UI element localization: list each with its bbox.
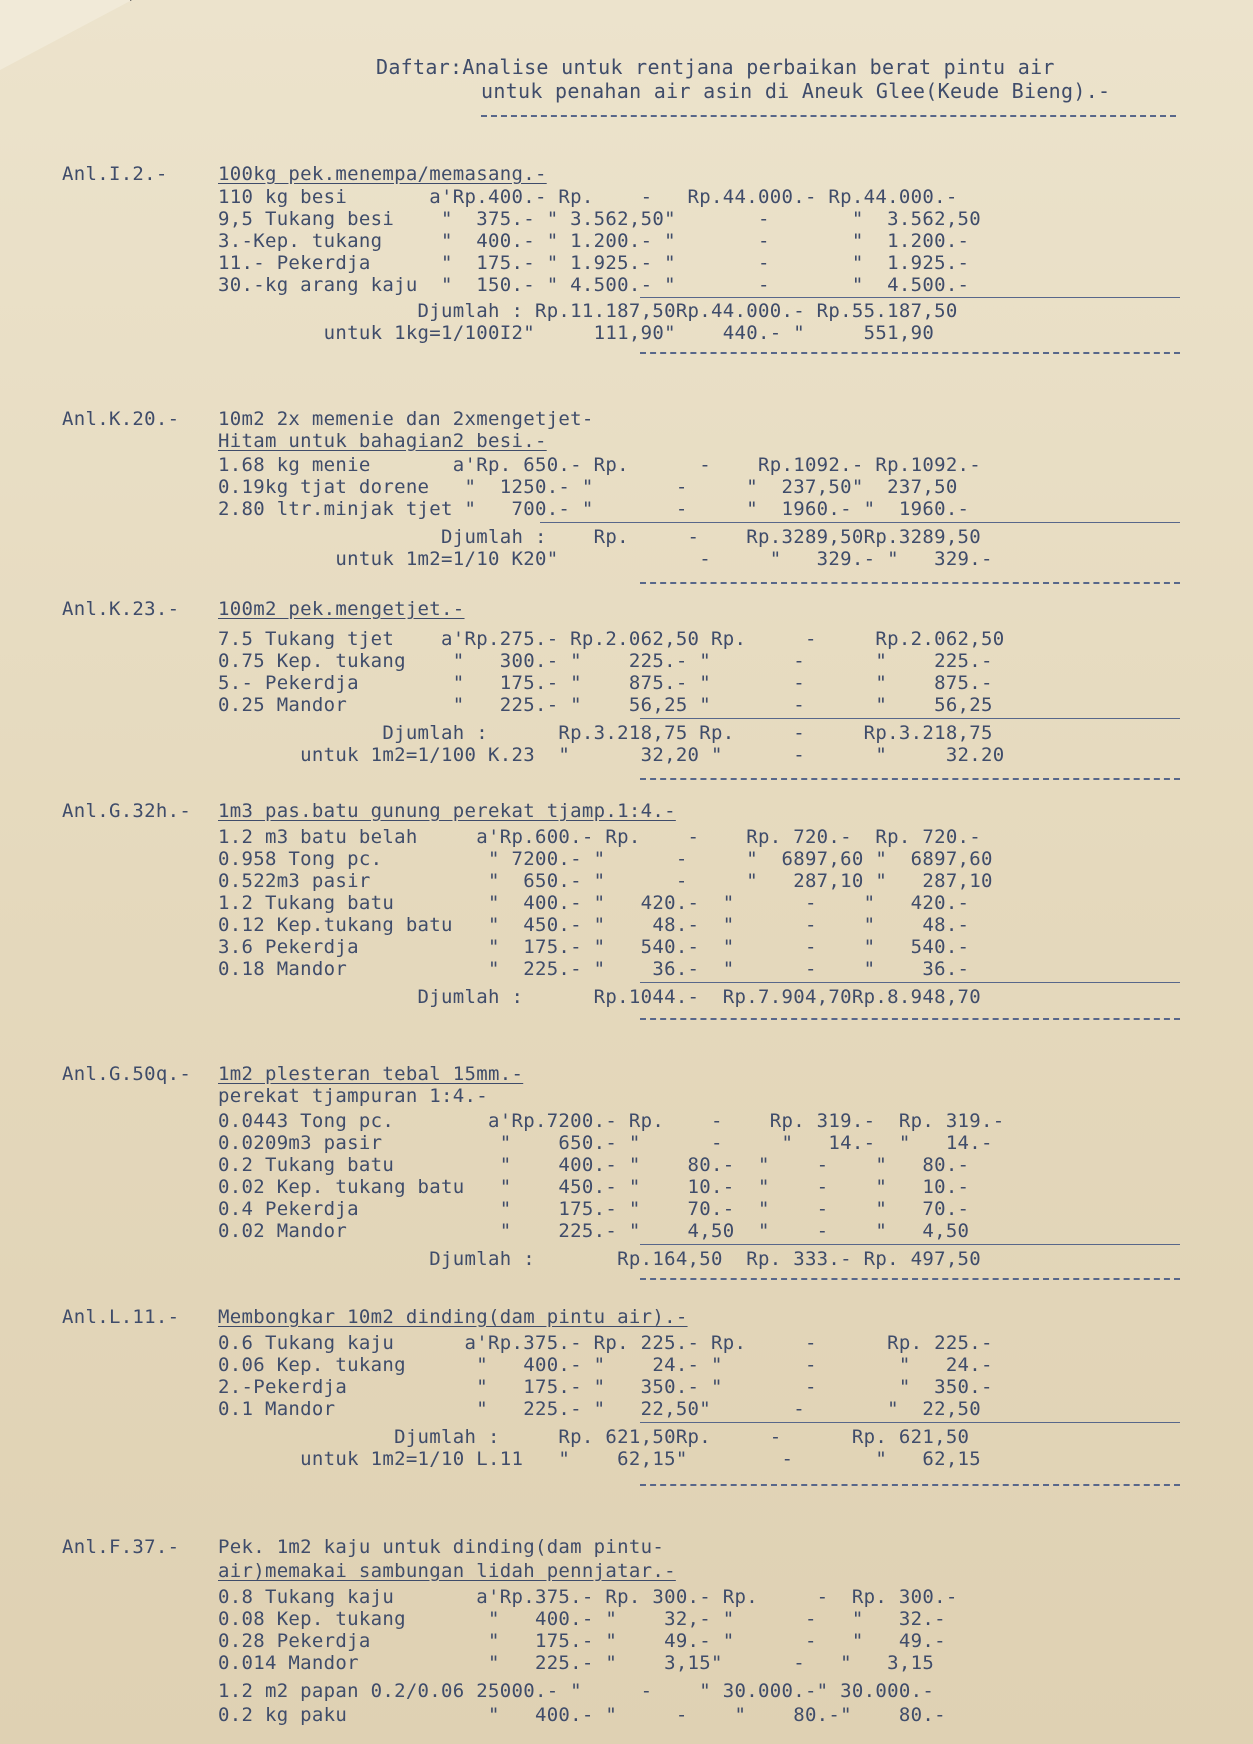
subtotal-rule	[640, 1244, 1180, 1245]
analysis-row: 0.28 Pekerdja " 175.- " 49.- " - " 49.-	[218, 1630, 946, 1652]
analysis-row: 7.5 Tukang tjet a'Rp.275.- Rp.2.062,50 Rp. - Rp.2.062,50	[218, 628, 1005, 650]
analysis-title: perekat tjampuran 1:4.-	[218, 1085, 488, 1107]
analysis-total: Djumlah : Rp.1044.- Rp.7.904,70Rp.8.948,70	[218, 986, 982, 1008]
analysis-total: untuk 1m2=1/100 K.23 " 32,20 " - " 32.20	[218, 744, 1005, 766]
analysis-code: Anl.L.11.-	[62, 1306, 180, 1328]
analysis-row: 0.06 Kep. tukang " 400.- " 24.- " - " 24.-	[218, 1354, 993, 1376]
subtotal-rule	[640, 1422, 1180, 1423]
analysis-row: 0.1 Mandor " 225.- " 22,50" - " 22,50	[218, 1398, 982, 1420]
analysis-title: 1m3 pas.batu gunung perekat tjamp.1:4.-	[218, 800, 676, 822]
analysis-row: 1.2 m2 papan 0.2/0.06 25000.- " - " 30.000.-" 30.000.-	[218, 1680, 935, 1702]
analysis-row: 5.- Pekerdja " 175.- " 875.- " - " 875.-	[218, 672, 993, 694]
document-title-line-2: untuk penahan air asin di Aneuk Glee(Keude Bieng).-	[481, 79, 1111, 103]
analysis-row: 0.014 Mandor " 225.- " 3,15" - " 3,15	[218, 1652, 935, 1674]
analysis-row: 30.-kg arang kaju " 150.- " 4.500.- " - " 4.500.-	[218, 274, 970, 296]
analysis-row: 1.2 m3 batu belah a'Rp.600.- Rp. - Rp. 720.- Rp. 720.-	[218, 826, 982, 848]
analysis-row: 0.12 Kep.tukang batu " 450.- " 48.- " - " 48.-	[218, 914, 970, 936]
subtotal-rule	[640, 718, 1180, 719]
analysis-total: Djumlah : Rp.11.187,50Rp.44.000.- Rp.55.187,50	[218, 300, 958, 322]
analysis-row: 3.6 Pekerdja " 175.- " 540.- " - " 540.-	[218, 936, 970, 958]
section-divider	[640, 1484, 1180, 1486]
analysis-title: air)memakai sambungan lidah pennjatar.-	[218, 1560, 676, 1582]
subtotal-rule	[640, 982, 1180, 983]
analysis-total: Djumlah : Rp. - Rp.3289,50Rp.3289,50	[218, 526, 982, 548]
analysis-title: 100kg pek.menempa/memasang.-	[218, 163, 547, 185]
analysis-row: 0.4 Pekerdja " 175.- " 70.- " - " 70.-	[218, 1198, 970, 1220]
analysis-title: Hitam untuk bahagian2 besi.-	[218, 430, 547, 452]
analysis-total: untuk 1m2=1/10 L.11 " 62,15" - " 62,15	[218, 1448, 982, 1470]
analysis-total: untuk 1m2=1/10 K20" - " 329.- " 329.-	[218, 548, 993, 570]
section-divider	[640, 352, 1180, 354]
analysis-row: 0.8 Tukang kaju a'Rp.375.- Rp. 300.- Rp. - Rp. 300.-	[218, 1586, 958, 1608]
folded-corner	[0, 0, 132, 70]
analysis-row: 0.02 Mandor " 225.- " 4,50 " - " 4,50	[218, 1220, 970, 1242]
subtotal-rule	[640, 297, 1180, 298]
analysis-title: Pek. 1m2 kaju untuk dinding(dam pintu-	[218, 1536, 665, 1558]
analysis-code: Anl.K.23.-	[62, 598, 180, 620]
analysis-row: 0.0443 Tong pc. a'Rp.7200.- Rp. - Rp. 319.- Rp. 319.-	[218, 1110, 1005, 1132]
analysis-row: 0.958 Tong pc. " 7200.- " - " 6897,60 " 6897,60	[218, 848, 993, 870]
analysis-row: 0.75 Kep. tukang " 300.- " 225.- " - " 225.-	[218, 650, 993, 672]
analysis-row: 1.2 Tukang batu " 400.- " 420.- " - " 420.-	[218, 892, 970, 914]
analysis-row: 0.08 Kep. tukang " 400.- " 32,- " - " 32.-	[218, 1608, 946, 1630]
analysis-row: 0.19kg tjat dorene " 1250.- " - " 237,50" 237,50	[218, 476, 958, 498]
analysis-code: Anl.F.37.-	[62, 1536, 180, 1558]
analysis-row: 0.25 Mandor " 225.- " 56,25 " - " 56,25	[218, 694, 993, 716]
analysis-total: untuk 1kg=1/100I2" 111,90" 440.- " 551,90	[218, 322, 935, 344]
analysis-row: 2.-Pekerdja " 175.- " 350.- " - " 350.-	[218, 1376, 993, 1398]
section-divider	[640, 582, 1180, 584]
analysis-title: 1m2 plesteran tebal 15mm.-	[218, 1063, 524, 1085]
analysis-row: 9,5 Tukang besi " 375.- " 3.562,50" - " 3.562,50	[218, 208, 982, 230]
section-divider	[640, 1278, 1180, 1280]
analysis-row: 11.- Pekerdja " 175.- " 1.925.- " - " 1.925.-	[218, 252, 970, 274]
analysis-row: 0.0209m3 pasir " 650.- " - " 14.- " 14.-	[218, 1132, 993, 1154]
analysis-title: 10m2 2x memenie dan 2xmengetjet-	[218, 408, 594, 430]
analysis-row: 0.02 Kep. tukang batu " 450.- " 10.- " - " 10.-	[218, 1176, 970, 1198]
analysis-title: Membongkar 10m2 dinding(dam pintu air).-	[218, 1306, 688, 1328]
document-title-line-1: Daftar:Analise untuk rentjana perbaikan berat pintu air	[376, 55, 1055, 79]
title-underline	[481, 115, 1176, 117]
analysis-row: 110 kg besi a'Rp.400.- Rp. - Rp.44.000.- Rp.44.000.-	[218, 186, 958, 208]
analysis-row: 0.2 kg paku " 400.- " - " 80.-" 80.-	[218, 1704, 946, 1726]
subtotal-rule	[540, 522, 1180, 523]
analysis-total: Djumlah : Rp.164,50 Rp. 333.- Rp. 497,50	[218, 1248, 982, 1270]
analysis-code: Anl.G.50q.-	[62, 1063, 192, 1085]
analysis-total: Djumlah : Rp. 621,50Rp. - Rp. 621,50	[218, 1426, 970, 1448]
analysis-code: Anl.K.20.-	[62, 408, 180, 430]
analysis-row: 0.2 Tukang batu " 400.- " 80.- " - " 80.-	[218, 1154, 970, 1176]
analysis-row: 0.18 Mandor " 225.- " 36.- " - " 36.-	[218, 958, 970, 980]
analysis-row: 0.6 Tukang kaju a'Rp.375.- Rp. 225.- Rp. - Rp. 225.-	[218, 1332, 993, 1354]
analysis-title: 100m2 pek.mengetjet.-	[218, 598, 465, 620]
analysis-code: Anl.I.2.-	[62, 163, 168, 185]
section-divider	[640, 778, 1180, 780]
analysis-row: 2.80 ltr.minjak tjet " 700.- " - " 1960.- " 1960.-	[218, 498, 970, 520]
analysis-code: Anl.G.32h.-	[62, 800, 192, 822]
analysis-row: 3.-Kep. tukang " 400.- " 1.200.- " - " 1.200.-	[218, 230, 970, 252]
analysis-row: 1.68 kg menie a'Rp. 650.- Rp. - Rp.1092.- Rp.1092.-	[218, 454, 982, 476]
analysis-total: Djumlah : Rp.3.218,75 Rp. - Rp.3.218,75	[218, 722, 993, 744]
section-divider	[640, 1018, 1180, 1020]
analysis-row: 0.522m3 pasir " 650.- " - " 287,10 " 287,10	[218, 870, 993, 892]
